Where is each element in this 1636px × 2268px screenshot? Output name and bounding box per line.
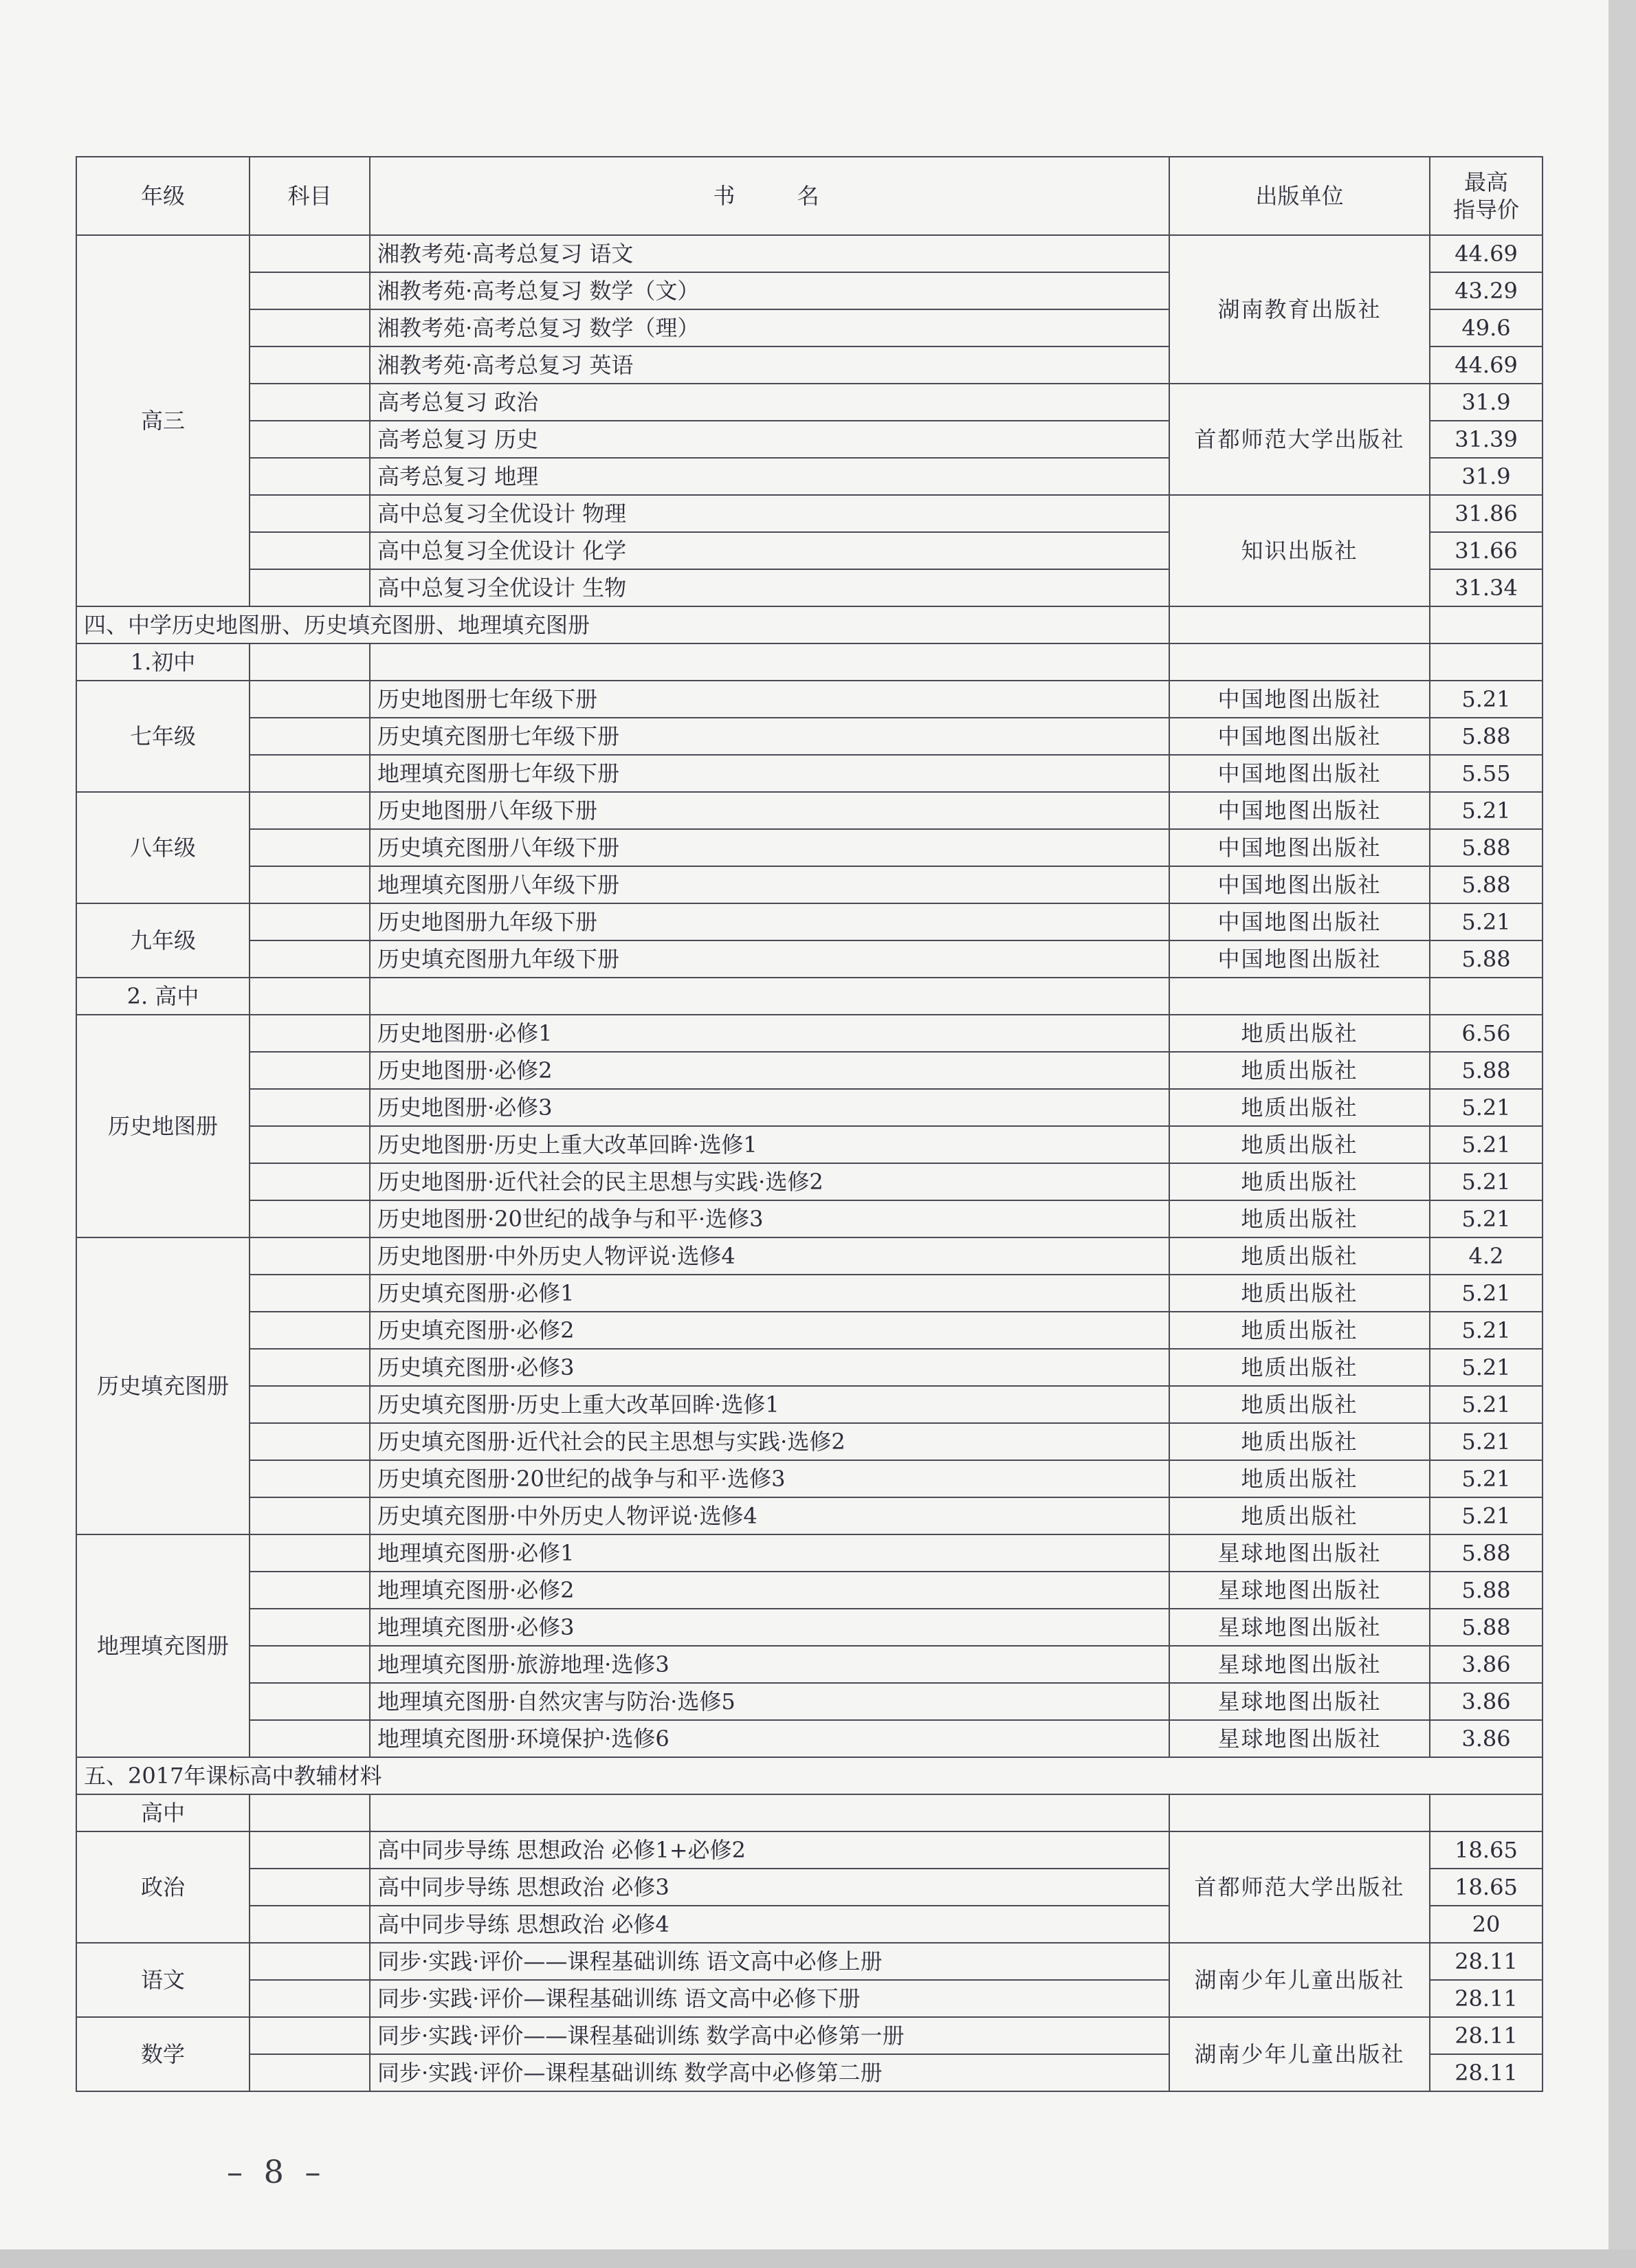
subject-cell <box>250 1534 370 1572</box>
publisher-cell: 地质出版社 <box>1169 1163 1430 1200</box>
publisher-cell: 地质出版社 <box>1169 1200 1430 1237</box>
price-cell: 44.69 <box>1430 235 1543 272</box>
header-grade: 年级 <box>76 157 250 235</box>
price-cell: 5.21 <box>1430 1200 1543 1237</box>
price-cell: 5.21 <box>1430 1163 1543 1200</box>
subsection-heading: 2. 高中 <box>76 978 250 1015</box>
subject-cell <box>250 1572 370 1609</box>
publisher-cell <box>1169 1794 1430 1831</box>
subject-cell <box>250 1794 370 1831</box>
title-cell <box>370 978 1169 1015</box>
publisher-cell: 地质出版社 <box>1169 1126 1430 1163</box>
table-row <box>76 1015 1543 1052</box>
publisher-cell: 湖南少年儿童出版社 <box>1169 1943 1430 2017</box>
table-row <box>76 2017 1543 2054</box>
table-body <box>76 235 1543 2091</box>
publisher-cell: 地质出版社 <box>1169 1237 1430 1275</box>
price-cell: 5.21 <box>1430 903 1543 940</box>
book-title: 湘教考苑·高考总复习 语文 <box>370 235 1169 272</box>
price-cell <box>1430 606 1543 643</box>
book-title: 历史填充图册八年级下册 <box>370 829 1169 866</box>
price-cell: 5.88 <box>1430 1609 1543 1646</box>
price-cell: 5.21 <box>1430 1423 1543 1460</box>
publisher-cell: 首都师范大学出版社 <box>1169 384 1430 495</box>
publisher-cell: 湖南教育出版社 <box>1169 235 1430 384</box>
book-title: 地理填充图册·必修1 <box>370 1534 1169 1572</box>
subject-cell <box>250 718 370 755</box>
book-title: 湘教考苑·高考总复习 数学（文） <box>370 272 1169 309</box>
subject-cell <box>250 309 370 346</box>
subject-cell <box>250 1980 370 2017</box>
book-title: 历史填充图册·必修1 <box>370 1275 1169 1312</box>
price-cell: 5.88 <box>1430 1052 1543 1089</box>
price-cell: 5.88 <box>1430 1534 1543 1572</box>
book-title: 地理填充图册·旅游地理·选修3 <box>370 1646 1169 1683</box>
publisher-cell: 星球地图出版社 <box>1169 1572 1430 1609</box>
book-title: 历史填充图册七年级下册 <box>370 718 1169 755</box>
title-cell <box>370 1794 1169 1831</box>
subject-cell <box>250 532 370 569</box>
section-heading: 五、2017年课标高中教辅材料 <box>76 1757 1543 1794</box>
book-title: 历史地图册·近代社会的民主思想与实践·选修2 <box>370 1163 1169 1200</box>
book-title: 高考总复习 地理 <box>370 458 1169 495</box>
book-title: 地理填充图册七年级下册 <box>370 755 1169 792</box>
book-title: 历史填充图册·必修3 <box>370 1349 1169 1386</box>
subject-cell <box>250 272 370 309</box>
publisher-cell <box>1169 643 1430 681</box>
book-title: 历史填充图册·必修2 <box>370 1312 1169 1349</box>
publisher-cell: 地质出版社 <box>1169 1386 1430 1423</box>
table-row <box>76 903 1543 940</box>
book-title: 同步·实践·评价—课程基础训练 语文高中必修下册 <box>370 1980 1169 2017</box>
price-cell: 28.11 <box>1430 1943 1543 1980</box>
subject-cell <box>250 1089 370 1126</box>
price-cell: 31.9 <box>1430 458 1543 495</box>
subject-cell <box>250 1943 370 1980</box>
table-row <box>76 1386 1543 1423</box>
price-cell <box>1430 643 1543 681</box>
price-cell <box>1430 1794 1543 1831</box>
table-row <box>76 1460 1543 1497</box>
subject-cell <box>250 2054 370 2091</box>
publisher-cell: 中国地图出版社 <box>1169 940 1430 978</box>
grade-cell: 七年级 <box>76 681 250 792</box>
table-row <box>76 1720 1543 1757</box>
publisher-cell: 中国地图出版社 <box>1169 829 1430 866</box>
price-cell: 43.29 <box>1430 272 1543 309</box>
table-row <box>76 1683 1543 1720</box>
book-title: 高中同步导练 思想政治 必修3 <box>370 1869 1169 1906</box>
subject-cell <box>250 1386 370 1423</box>
table-row <box>76 829 1543 866</box>
table-row <box>76 1089 1543 1126</box>
price-cell <box>1430 978 1543 1015</box>
subject-cell <box>250 1460 370 1497</box>
table-row <box>76 1312 1543 1349</box>
grade-cell: 地理填充图册 <box>76 1534 250 1757</box>
table-row <box>76 1497 1543 1534</box>
publisher-cell: 地质出版社 <box>1169 1312 1430 1349</box>
publisher-cell: 中国地图出版社 <box>1169 903 1430 940</box>
price-cell: 31.34 <box>1430 569 1543 606</box>
book-title: 历史地图册·历史上重大改革回眸·选修1 <box>370 1126 1169 1163</box>
subject-cell <box>250 495 370 532</box>
subject-cell <box>250 866 370 903</box>
price-cell: 5.21 <box>1430 681 1543 718</box>
book-title: 历史填充图册·20世纪的战争与和平·选修3 <box>370 1460 1169 1497</box>
publisher-cell: 星球地图出版社 <box>1169 1720 1430 1757</box>
subject-cell <box>250 235 370 272</box>
price-cell: 3.86 <box>1430 1683 1543 1720</box>
price-cell: 31.39 <box>1430 421 1543 458</box>
book-title: 高中总复习全优设计 化学 <box>370 532 1169 569</box>
table-row <box>76 495 1543 532</box>
header-subject: 科目 <box>250 157 370 235</box>
header-title: 书 名 <box>370 157 1169 235</box>
subject-cell <box>250 1423 370 1460</box>
publisher-cell: 地质出版社 <box>1169 1497 1430 1534</box>
subject-cell <box>250 903 370 940</box>
subsection-heading: 高中 <box>76 1794 250 1831</box>
publisher-cell <box>1169 978 1430 1015</box>
price-cell: 5.88 <box>1430 1572 1543 1609</box>
publisher-cell: 知识出版社 <box>1169 495 1430 606</box>
subject-cell <box>250 1349 370 1386</box>
header-row <box>76 157 1543 235</box>
table-header <box>76 157 1543 235</box>
subject-cell <box>250 978 370 1015</box>
table-row <box>76 606 1543 643</box>
price-cell: 5.21 <box>1430 792 1543 829</box>
section-heading: 四、中学历史地图册、历史填充图册、地理填充图册 <box>76 606 1169 643</box>
price-cell: 18.65 <box>1430 1869 1543 1906</box>
book-title: 高中同步导练 思想政治 必修1+必修2 <box>370 1831 1169 1869</box>
subject-cell <box>250 643 370 681</box>
book-title: 历史地图册·必修2 <box>370 1052 1169 1089</box>
table-row <box>76 384 1543 421</box>
price-cell: 3.86 <box>1430 1646 1543 1683</box>
price-cell: 31.9 <box>1430 384 1543 421</box>
book-title: 同步·实践·评价——课程基础训练 语文高中必修上册 <box>370 1943 1169 1980</box>
publisher-cell: 中国地图出版社 <box>1169 681 1430 718</box>
price-cell: 31.86 <box>1430 495 1543 532</box>
table-row <box>76 1237 1543 1275</box>
book-title: 历史填充图册·历史上重大改革回眸·选修1 <box>370 1386 1169 1423</box>
book-title: 高中同步导练 思想政治 必修4 <box>370 1906 1169 1943</box>
publisher-cell: 首都师范大学出版社 <box>1169 1831 1430 1943</box>
book-title: 高中总复习全优设计 生物 <box>370 569 1169 606</box>
book-title: 湘教考苑·高考总复习 数学（理） <box>370 309 1169 346</box>
table-row <box>76 1831 1543 1869</box>
table-row <box>76 1794 1543 1831</box>
table-row <box>76 755 1543 792</box>
book-title: 地理填充图册·环境保护·选修6 <box>370 1720 1169 1757</box>
subject-cell <box>250 1126 370 1163</box>
price-cell: 28.11 <box>1430 1980 1543 2017</box>
price-cell: 5.21 <box>1430 1089 1543 1126</box>
table-row <box>76 940 1543 978</box>
book-title: 高考总复习 历史 <box>370 421 1169 458</box>
table-row <box>76 1052 1543 1089</box>
book-title: 历史地图册·必修1 <box>370 1015 1169 1052</box>
subject-cell <box>250 1646 370 1683</box>
price-cell: 18.65 <box>1430 1831 1543 1869</box>
subject-cell <box>250 1200 370 1237</box>
header-price-line1: 最高 <box>1463 169 1508 195</box>
price-cell: 5.21 <box>1430 1386 1543 1423</box>
grade-cell: 历史地图册 <box>76 1015 250 1237</box>
table-row <box>76 1200 1543 1237</box>
publisher-cell: 星球地图出版社 <box>1169 1646 1430 1683</box>
grade-cell: 语文 <box>76 1943 250 2017</box>
table-row <box>76 978 1543 1015</box>
book-title: 地理填充图册·必修3 <box>370 1609 1169 1646</box>
publisher-cell <box>1169 606 1430 643</box>
subject-cell <box>250 458 370 495</box>
table-row <box>76 866 1543 903</box>
table-row <box>76 1275 1543 1312</box>
publisher-cell: 星球地图出版社 <box>1169 1609 1430 1646</box>
grade-cell: 数学 <box>76 2017 250 2091</box>
subject-cell <box>250 1683 370 1720</box>
publisher-cell: 地质出版社 <box>1169 1349 1430 1386</box>
scan-edge-right <box>1609 0 1636 2268</box>
table-row <box>76 1423 1543 1460</box>
publisher-cell: 中国地图出版社 <box>1169 866 1430 903</box>
subject-cell <box>250 2017 370 2054</box>
table-row <box>76 1534 1543 1572</box>
price-cell: 28.11 <box>1430 2017 1543 2054</box>
subject-cell <box>250 1275 370 1312</box>
table-row <box>76 1126 1543 1163</box>
header-publisher: 出版单位 <box>1169 157 1430 235</box>
subject-cell <box>250 1312 370 1349</box>
table-row <box>76 1943 1543 1980</box>
book-title: 历史地图册九年级下册 <box>370 903 1169 940</box>
publisher-cell: 中国地图出版社 <box>1169 718 1430 755</box>
table-row <box>76 1609 1543 1646</box>
table-row <box>76 1757 1543 1794</box>
book-title: 同步·实践·评价——课程基础训练 数学高中必修第一册 <box>370 2017 1169 2054</box>
subject-cell <box>250 829 370 866</box>
book-title: 地理填充图册八年级下册 <box>370 866 1169 903</box>
grade-cell: 高三 <box>76 235 250 606</box>
publisher-cell: 中国地图出版社 <box>1169 792 1430 829</box>
subject-cell <box>250 1015 370 1052</box>
book-title: 地理填充图册·自然灾害与防治·选修5 <box>370 1683 1169 1720</box>
publisher-cell: 地质出版社 <box>1169 1015 1430 1052</box>
price-cell: 4.2 <box>1430 1237 1543 1275</box>
subject-cell <box>250 1831 370 1869</box>
subject-cell <box>250 1609 370 1646</box>
price-cell: 5.88 <box>1430 829 1543 866</box>
price-cell: 44.69 <box>1430 346 1543 384</box>
publisher-cell: 地质出版社 <box>1169 1275 1430 1312</box>
price-cell: 5.21 <box>1430 1497 1543 1534</box>
book-title: 历史地图册·必修3 <box>370 1089 1169 1126</box>
publisher-cell: 地质出版社 <box>1169 1460 1430 1497</box>
subject-cell <box>250 384 370 421</box>
grade-cell: 九年级 <box>76 903 250 978</box>
price-cell: 3.86 <box>1430 1720 1543 1757</box>
book-title: 历史填充图册·近代社会的民主思想与实践·选修2 <box>370 1423 1169 1460</box>
price-cell: 20 <box>1430 1906 1543 1943</box>
price-cell: 6.56 <box>1430 1015 1543 1052</box>
table-row <box>76 792 1543 829</box>
subject-cell <box>250 755 370 792</box>
price-cell: 5.55 <box>1430 755 1543 792</box>
header-price-line2: 指导价 <box>1452 197 1519 223</box>
scan-edge-bottom <box>0 2249 1636 2268</box>
publisher-cell: 星球地图出版社 <box>1169 1683 1430 1720</box>
table-row <box>76 643 1543 681</box>
book-title: 地理填充图册·必修2 <box>370 1572 1169 1609</box>
table-row <box>76 1163 1543 1200</box>
book-title: 同步·实践·评价—课程基础训练 数学高中必修第二册 <box>370 2054 1169 2091</box>
price-cell: 5.21 <box>1430 1349 1543 1386</box>
book-title: 湘教考苑·高考总复习 英语 <box>370 346 1169 384</box>
textbook-price-table <box>76 156 1543 2092</box>
publisher-cell: 中国地图出版社 <box>1169 755 1430 792</box>
subsection-heading: 1.初中 <box>76 643 250 681</box>
publisher-cell: 地质出版社 <box>1169 1423 1430 1460</box>
table-row <box>76 718 1543 755</box>
book-title: 高中总复习全优设计 物理 <box>370 495 1169 532</box>
book-title: 高考总复习 政治 <box>370 384 1169 421</box>
subject-cell <box>250 1497 370 1534</box>
book-title: 历史地图册七年级下册 <box>370 681 1169 718</box>
subject-cell <box>250 1906 370 1943</box>
price-cell: 5.21 <box>1430 1126 1543 1163</box>
price-cell: 5.88 <box>1430 866 1543 903</box>
price-cell: 5.88 <box>1430 718 1543 755</box>
page-number: – 8 – <box>227 2153 327 2190</box>
subject-cell <box>250 346 370 384</box>
subject-cell <box>250 1237 370 1275</box>
book-title: 历史填充图册九年级下册 <box>370 940 1169 978</box>
table-row <box>76 1349 1543 1386</box>
publisher-cell: 地质出版社 <box>1169 1089 1430 1126</box>
publisher-cell: 地质出版社 <box>1169 1052 1430 1089</box>
table-row <box>76 1572 1543 1609</box>
subject-cell <box>250 792 370 829</box>
subject-cell <box>250 681 370 718</box>
price-cell: 31.66 <box>1430 532 1543 569</box>
grade-cell: 八年级 <box>76 792 250 903</box>
subject-cell <box>250 1720 370 1757</box>
grade-cell: 政治 <box>76 1831 250 1943</box>
book-title: 历史地图册八年级下册 <box>370 792 1169 829</box>
book-title: 历史地图册·20世纪的战争与和平·选修3 <box>370 1200 1169 1237</box>
price-cell: 5.21 <box>1430 1460 1543 1497</box>
subject-cell <box>250 940 370 978</box>
publisher-cell: 星球地图出版社 <box>1169 1534 1430 1572</box>
subject-cell <box>250 1869 370 1906</box>
header-price <box>1430 157 1543 235</box>
grade-cell: 历史填充图册 <box>76 1237 250 1534</box>
title-cell <box>370 643 1169 681</box>
price-cell: 5.88 <box>1430 940 1543 978</box>
table-row <box>76 235 1543 272</box>
subject-cell <box>250 421 370 458</box>
table-row <box>76 681 1543 718</box>
price-cell: 5.21 <box>1430 1275 1543 1312</box>
subject-cell <box>250 569 370 606</box>
price-cell: 49.6 <box>1430 309 1543 346</box>
price-cell: 28.11 <box>1430 2054 1543 2091</box>
table-row <box>76 1646 1543 1683</box>
price-cell: 5.21 <box>1430 1312 1543 1349</box>
subject-cell <box>250 1052 370 1089</box>
subject-cell <box>250 1163 370 1200</box>
publisher-cell: 湖南少年儿童出版社 <box>1169 2017 1430 2091</box>
book-title: 历史填充图册·中外历史人物评说·选修4 <box>370 1497 1169 1534</box>
book-title: 历史地图册·中外历史人物评说·选修4 <box>370 1237 1169 1275</box>
